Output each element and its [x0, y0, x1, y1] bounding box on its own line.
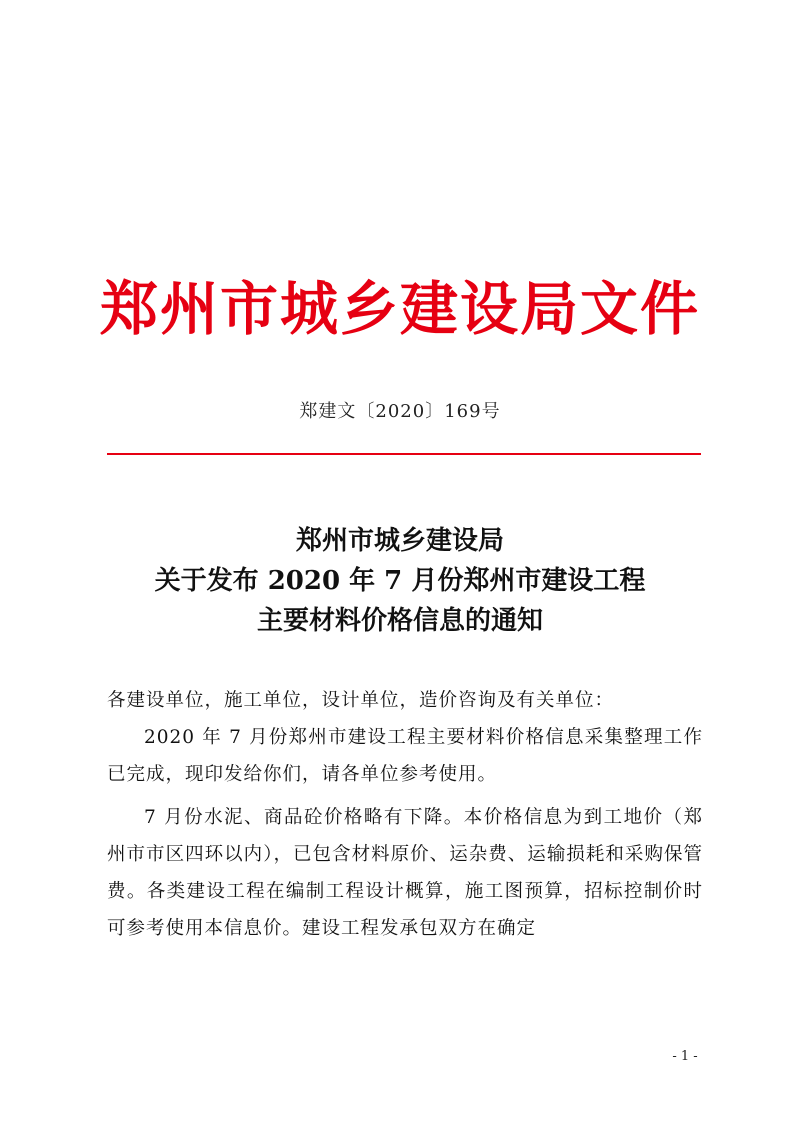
document-number: 郑建文〔2020〕169号	[299, 401, 501, 422]
body-paragraph-2: 7 月份水泥、商品砼价格略有下降。本价格信息为到工地价（郑州市市区四环以内），已包含材料原价、运杂费、运输损耗和采购保管费。各类建设工程在编制工程设计概算，施工图预算，招标控制价时可参考使用本信息价。建设工程发承包双方在确定	[107, 807, 703, 939]
notice-title-line-2: 关于发布 2020 年 7 月份郑州市建设工程	[154, 566, 646, 596]
red-divider-line	[107, 453, 701, 455]
notice-title-line-1: 郑州市城乡建设局	[295, 526, 504, 556]
salutation: 各建设单位，施工单位，设计单位，造价咨询及有关单位：	[107, 690, 615, 711]
notice-title	[0, 521, 800, 641]
page-number: - 1 -	[672, 1049, 698, 1064]
notice-title-line-3: 主要材料价格信息的通知	[256, 606, 543, 636]
document-header-title: 郑州市城乡建设局文件	[99, 275, 700, 343]
body-paragraph-1: 2020 年 7 月份郑州市建设工程主要材料价格信息采集整理工作已完成，现印发给你们，请各单位参考使用。	[107, 727, 703, 785]
notice-body	[107, 682, 703, 947]
